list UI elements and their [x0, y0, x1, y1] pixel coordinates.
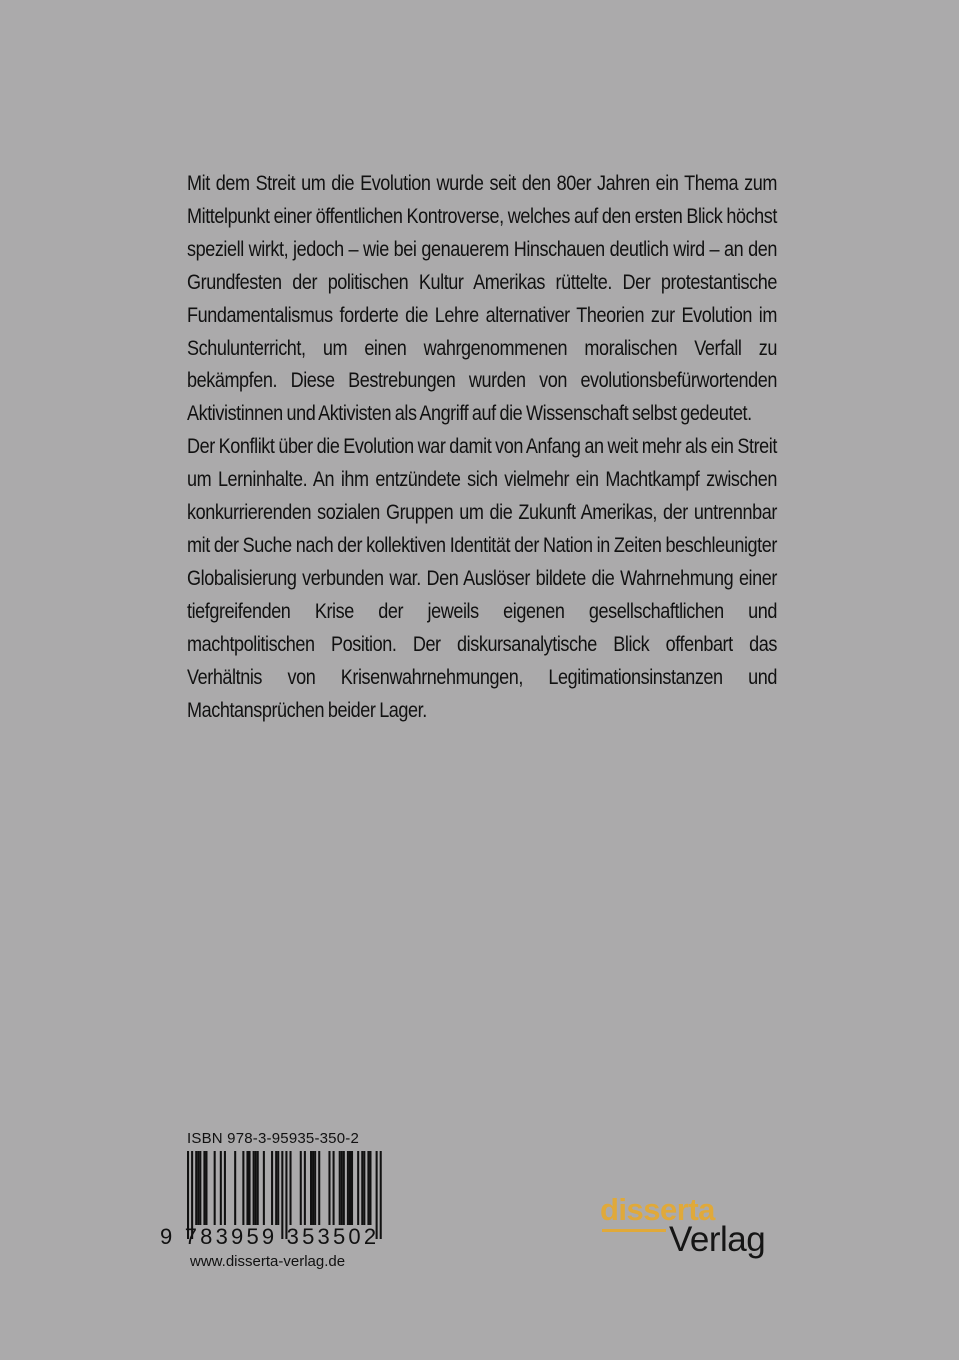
barcode-bar — [310, 1151, 312, 1225]
blurb-paragraph-2: Der Konflikt über die Evolution war damit von Anfang an weit mehr als ein Streit um Lerninhalte. An ihm entzündete sich vielmehr ein Machtkampf zwischen konkurrierenden sozialen Gruppen um die Zukunft Amerikas, der untrennbar mit der Suche nach der kollektiven Identität der Nation in Zeiten beschleunigter Globalisierung verbunden war. Den Auslöser bildete die Wahrnehmung einer tiefgreifenden Krise der jeweils eigenen gesellschaftlichen und machtpolitischen Position. Der diskursanalytische Blick offenbart das Verhältnis von Krisenwahrnehmungen, Legitimationsinstanzen und Machtansprüchen beider Lager. — [187, 435, 777, 722]
barcode-bar — [380, 1151, 382, 1239]
isbn-label: ISBN 978-3-95935-350-2 — [187, 1130, 360, 1147]
barcode-bar — [253, 1151, 255, 1225]
barcode-bar — [314, 1151, 316, 1225]
publisher-logo — [600, 1193, 800, 1283]
barcode-bar — [246, 1151, 248, 1225]
barcode-bar — [214, 1151, 216, 1225]
barcode-bar — [224, 1151, 226, 1225]
barcode-bar — [351, 1151, 353, 1225]
barcode-bar — [249, 1151, 251, 1225]
barcode-bar — [234, 1151, 236, 1225]
barcode-bar — [367, 1151, 369, 1225]
barcode-bar — [242, 1151, 244, 1225]
barcode-bar — [203, 1151, 205, 1225]
barcode-bar — [341, 1151, 343, 1225]
logo-wordmark-disserta: disserta — [600, 1192, 715, 1227]
barcode-bar — [271, 1151, 273, 1225]
barcode-bar — [357, 1151, 359, 1225]
barcode-bar — [195, 1151, 197, 1225]
barcode-bar — [205, 1151, 207, 1225]
barcode-bar — [312, 1151, 314, 1225]
barcode-bar — [257, 1151, 259, 1225]
barcode-bar — [304, 1151, 306, 1225]
barcode-bar — [363, 1151, 365, 1225]
barcode-bar — [347, 1151, 349, 1225]
blurb-paragraph-1: Mit dem Streit um die Evolution wurde seit den 80er Jahren ein Thema zum Mittelpunkt einer öffentlichen Kontroverse, welches auf den ersten Blick höchst speziell wirkt, jedoch – wie bei genauerem Hinschauen deutlich wird – an den Grundfesten der politischen Kultur Amerikas rüttelte. Der protestantische Fundamentalismus forderte die Lehre alternativer Theorien zur Evolution im Schulunterricht, um einen wahrgenommenen moralischen Verfall zu bekämpfen. Diese Bestrebungen wurden von evolutionsbefürwortenden Aktivistinnen und Aktivisten als Angriff auf die Wissenschaft selbst gedeutet. — [187, 172, 777, 426]
barcode-bar — [290, 1151, 292, 1225]
barcode-bar — [318, 1151, 320, 1225]
logo-rule — [602, 1229, 666, 1232]
barcode-bar — [275, 1151, 277, 1225]
barcode-bar — [333, 1151, 335, 1225]
logo-wordmark-verlag: Verlag — [669, 1220, 766, 1259]
barcode-bar — [328, 1151, 330, 1225]
barcode-bar — [220, 1151, 222, 1225]
barcode-bar — [349, 1151, 351, 1225]
barcode-bar — [263, 1151, 265, 1225]
barcode-digits: 9 783959 353502 — [160, 1224, 380, 1249]
barcode-bar — [199, 1151, 201, 1225]
barcode-bar — [197, 1151, 199, 1225]
barcode-bar — [255, 1151, 257, 1225]
back-cover-blurb — [187, 168, 777, 727]
publisher-website: www.disserta-verlag.de — [190, 1253, 346, 1270]
barcode-bar — [277, 1151, 279, 1225]
barcode-bar — [361, 1151, 363, 1225]
barcode-bar — [343, 1151, 345, 1225]
barcode-bar — [300, 1151, 302, 1225]
barcode-bar — [339, 1151, 341, 1225]
barcode-bar — [369, 1151, 371, 1225]
